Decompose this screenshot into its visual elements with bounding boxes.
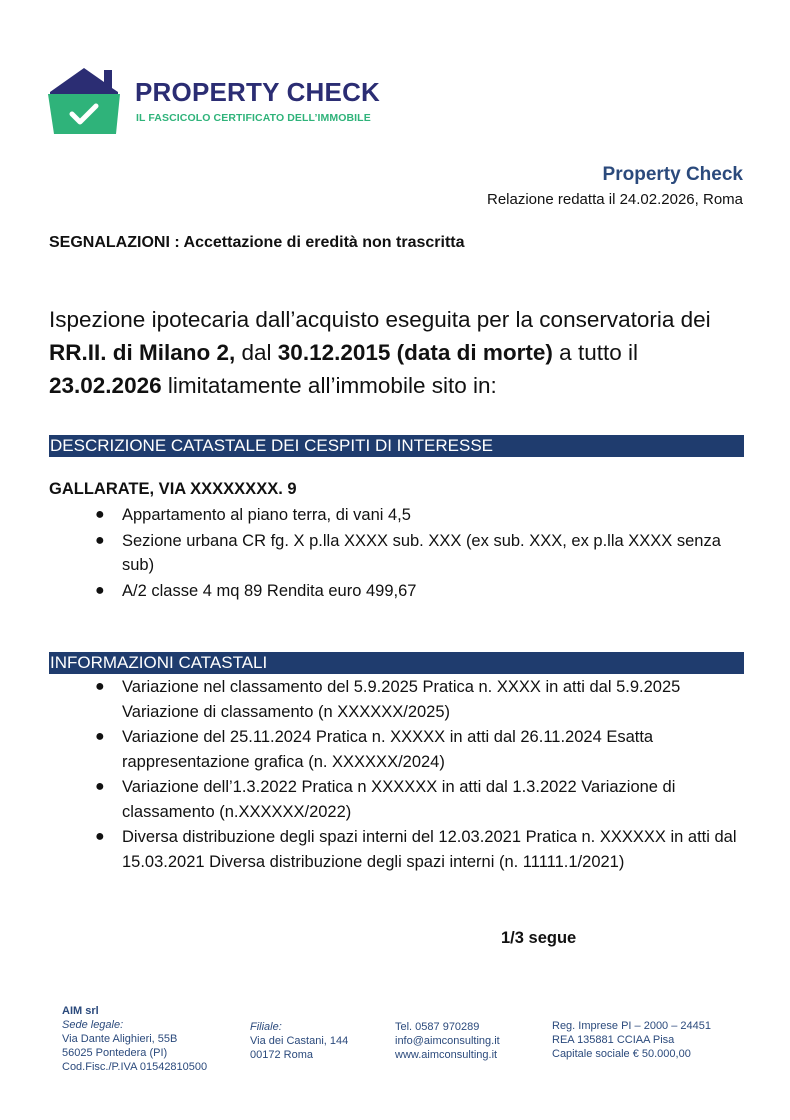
- section-cadastral-info-header: INFORMAZIONI CATASTALI: [49, 652, 744, 674]
- intro-text-3: a tutto il: [552, 340, 638, 365]
- intro-text-1: Ispezione ipotecaria dall’acquisto eseguita per la conservatoria dei: [49, 307, 711, 332]
- alert-line: [49, 234, 465, 252]
- bullet-icon: ●: [95, 728, 105, 745]
- logo-title: PROPERTY CHECK: [135, 77, 381, 107]
- section-cadastral-description-header: DESCRIZIONE CATASTALE DEI CESPITI DI INTERESSE: [49, 435, 744, 457]
- cadastral-description-list: [49, 503, 749, 604]
- alert-value: Accettazione di eredità non trascritta: [183, 234, 465, 251]
- list-item: ● Variazione del 25.11.2024 Pratica n. XXXXX in atti dal 26.11.2024 Esatta rappresentazione grafica (n. XXXXXX/2024): [49, 725, 749, 774]
- footer-legal: [62, 1004, 207, 1074]
- logo-subtitle: IL FASCICOLO CERTIFICATO DELL’IMMOBILE: [136, 112, 371, 124]
- footer-branch-label: Filiale:: [250, 1021, 282, 1033]
- footer-legal-address-1: Via Dante Alighieri, 55B: [62, 1033, 178, 1045]
- footer-company: AIM srl: [62, 1005, 99, 1017]
- footer-email[interactable]: info@aimconsulting.it: [395, 1035, 500, 1047]
- footer-reg-number: Reg. Imprese PI – 2000 – 24451: [552, 1020, 711, 1032]
- footer-legal-address-2: 56025 Pontedera (PI): [62, 1047, 168, 1059]
- list-item: ● Appartamento al piano terra, di vani 4,5: [49, 503, 749, 528]
- intro-start-date: 30.12.2015 (data di morte): [277, 340, 553, 365]
- bullet-icon: ●: [95, 531, 105, 549]
- footer-branch: [250, 1020, 348, 1062]
- footer-legal-label: Sede legale:: [62, 1019, 124, 1031]
- list-item: ● Sezione urbana CR fg. X p.lla XXXX sub. XXX (ex sub. XXX, ex p.lla XXXX senza sub): [49, 529, 749, 578]
- list-item: ● A/2 classe 4 mq 89 Rendita euro 499,67: [49, 579, 749, 604]
- list-item: ● Variazione nel classamento del 5.9.2025 Pratica n. XXXX in atti dal 5.9.2025 Variazione di classamento (n XXXXXX/2025): [49, 675, 749, 724]
- report-date: Relazione redatta il 24.02.2026, Roma: [487, 191, 743, 208]
- alert-label: SEGNALAZIONI :: [49, 234, 180, 251]
- footer-registration: [552, 1019, 711, 1061]
- intro-end-date: 23.02.2026: [49, 373, 162, 398]
- intro-text-4: limitatamente all’immobile sito in:: [161, 373, 497, 398]
- bullet-icon: ●: [95, 778, 105, 795]
- footer-contacts: [395, 1020, 500, 1062]
- bullet-icon: ●: [95, 581, 105, 599]
- intro-registry: RR.II. di Milano 2,: [49, 340, 236, 365]
- footer: [62, 1004, 762, 1084]
- footer-phone: Tel. 0587 970289: [395, 1021, 480, 1033]
- brand-logo: [46, 62, 406, 142]
- house-check-icon: [46, 62, 122, 138]
- property-address: GALLARATE, VIA XXXXXXXX. 9: [49, 480, 297, 498]
- list-item: ● Variazione dell’1.3.2022 Pratica n XXXXXX in atti dal 1.3.2022 Variazione di classamento (n.XXXXXX/2022): [49, 775, 749, 824]
- bullet-icon: ●: [95, 678, 105, 695]
- intro-paragraph: [49, 303, 749, 402]
- intro-text-2: dal: [235, 340, 278, 365]
- footer-tax-id: Cod.Fisc./P.IVA 01542810500: [62, 1061, 208, 1073]
- page-indicator: 1/3 segue: [501, 929, 577, 947]
- footer-website[interactable]: www.aimconsulting.it: [395, 1049, 498, 1061]
- list-item: ● Diversa distribuzione degli spazi interni del 12.03.2021 Pratica n. XXXXXX in atti dal 15.03.2021 Diversa distribuzione degli spazi interni (n. 11111.1/2021): [49, 825, 749, 874]
- bullet-icon: ●: [95, 828, 105, 845]
- cadastral-info-list: [49, 675, 749, 875]
- footer-branch-address-2: 00172 Roma: [250, 1049, 313, 1061]
- bullet-icon: ●: [95, 506, 105, 523]
- footer-rea: REA 135881 CCIAA Pisa: [552, 1034, 675, 1046]
- report-title: Property Check: [602, 164, 743, 185]
- footer-branch-address-1: Via dei Castani, 144: [250, 1035, 349, 1047]
- footer-capital: Capitale sociale € 50.000,00: [552, 1048, 691, 1060]
